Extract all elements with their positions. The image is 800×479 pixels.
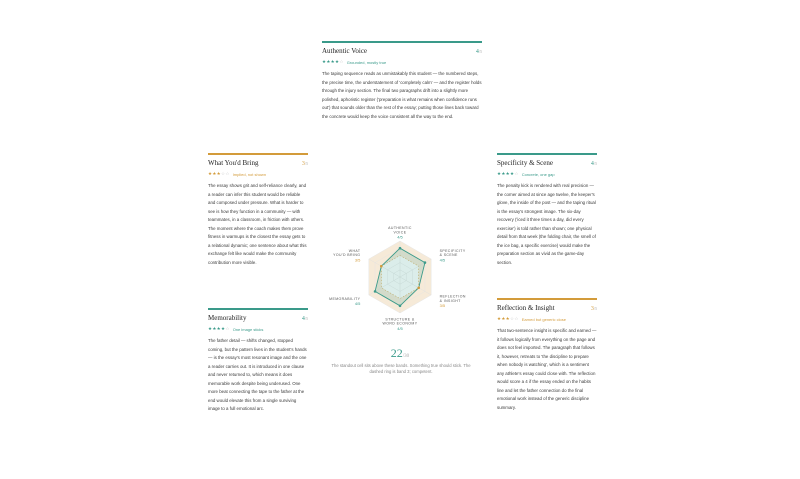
star-rating-icon: ★★★★☆: [322, 59, 344, 64]
rating-tag: Concrete, one gap: [521, 171, 555, 177]
rating-row: [322, 59, 482, 65]
card-specificity-scene: [497, 153, 597, 267]
radar-axis-label: AUTHENTIC: [388, 226, 412, 231]
card-what-youd-bring: [208, 153, 308, 267]
rating-row: [208, 326, 308, 332]
radar-axis-label: & SCENE: [439, 253, 458, 258]
card-rule: [497, 153, 597, 155]
radar-axis-label: & INSIGHT: [439, 298, 461, 303]
rating-tag: Implied, not shown: [232, 171, 267, 177]
card-rule: [322, 41, 482, 43]
radar-axis-score: 4/5: [397, 325, 403, 331]
radar-axis-label: SPECIFICITY: [439, 248, 466, 253]
total-score: 22/30: [390, 346, 410, 360]
card-score: 3/5: [590, 306, 597, 312]
radar-svg: [320, 210, 480, 345]
star-rating-icon: ★★★★☆: [497, 171, 519, 176]
card-memorability: [208, 308, 308, 414]
rating-row: [208, 171, 308, 177]
card-title: Authentic Voice: [322, 47, 368, 55]
card-rule: [208, 153, 308, 155]
rating-tag: Grounded, mostly true: [346, 59, 387, 65]
card-title: Specificity & Scene: [497, 159, 553, 167]
radar-axis-score: 3/5: [439, 303, 446, 309]
radar-axis-label: WHAT: [348, 248, 361, 253]
radar-axis-score: 3/5: [354, 257, 361, 263]
radar-point: [424, 261, 427, 264]
card-title: Reflection & Insight: [497, 304, 555, 312]
radar-axis-label: WORD ECONOMY: [382, 321, 418, 326]
radar-axis-label: MEMORABILITY: [329, 296, 361, 301]
radar-axis-label: REFLECTION: [439, 294, 466, 299]
card-body: The taping sequence reads as unmistakably this student — the numbered steps, the precise time, the understatement of 'completely calm' — and the register holds through the injury section. The final two paragraphs drift into a slightly more polished, aphoristic register ('preparation is what remains when confidence runs out') that sounds older than the rest of the essay; putting those lines back toward the concrete would keep the voice consistent all the way to the end.: [322, 71, 482, 119]
radar-point: [417, 287, 420, 290]
radar-point: [380, 265, 383, 268]
card-score: 3/5: [301, 161, 308, 167]
radar-point: [374, 290, 377, 293]
rating-row: [497, 316, 597, 322]
radar-caption: The standout cell sits above these bands. Something true should stick. The dashed ring is band 3; competent.: [331, 363, 471, 375]
rating-tag: Earned but generic close: [521, 316, 566, 322]
radar-axis-score: 4/5: [439, 257, 446, 263]
rating-row: [497, 171, 597, 177]
card-authentic-voice: [322, 41, 482, 121]
radar-axis-label: VOICE: [393, 230, 407, 235]
card-score: 4/5: [301, 316, 308, 322]
card-rule: [497, 298, 597, 300]
card-body: The essay shows grit and self-reliance clearly, and a reader can infer this student would be reliable and composed under pressure. What is harder to see is how they function in a community — with teammates, in a classroom, in friction with others. The moment where the coach makes them prove fitness in warmups is the closest the essay gets to a relational dynamic; one sentence about what this exchange felt like would make the community contribution more visible.: [208, 183, 307, 265]
radar-axis-score: 4/5: [354, 300, 361, 306]
radar-point: [399, 305, 402, 308]
star-rating-icon: ★★★★☆: [208, 326, 230, 331]
card-score: 4/5: [590, 161, 597, 167]
radar-point: [399, 247, 402, 250]
card-title: Memorability: [208, 314, 247, 322]
radar-axis-score: 4/5: [397, 234, 403, 240]
radar-axis-label: STRUCTURE &: [385, 317, 415, 322]
card-body: The father detail — shifts changed, stopped coming, but the pattern lives in the student's hands — is the essay's most resonant image and the one a reader carries out. It is introduced in one clause and never returned to, which means it does memorable work despite being underused. One more beat connecting the tape to the father at the end would elevate this from a single surviving image to a full emotional arc.: [208, 338, 307, 411]
card-body: The penalty kick is rendered with real precision — the corner aimed at since age twelve, the keeper's glove, the inside of the post — and the taping ritual is the essay's strongest image. The six-day recovery ('iced it three times a day, did every exercise') is told rather than shown; one physical detail from that week (the folding chair, the smell of the ice bag, a specific exercise) would make the preparation section as vivid as the game-day section.: [497, 183, 596, 265]
card-rule: [208, 308, 308, 310]
card-body: That two-sentence insight is specific and earned — it follows logically from everything on the page and does not feel imported. The paragraph that follows it, however, retreats to 'the discipline to prepare when nobody is watching', which is a sentiment any athlete's essay could close with. The reflection would score a 4 if the essay ended on the habits line and let the father connection do the final emotional work instead of the generic discipline summary.: [497, 328, 597, 410]
star-rating-icon: ★★★☆☆: [208, 171, 230, 176]
rating-tag: One image sticks: [232, 326, 264, 332]
card-score: 4/5: [475, 49, 482, 55]
radar-axis-label: YOU'D BRING: [333, 253, 361, 258]
star-rating-icon: ★★★☆☆: [497, 316, 519, 321]
card-title: What You'd Bring: [208, 159, 259, 167]
card-reflection-insight: [497, 298, 597, 412]
